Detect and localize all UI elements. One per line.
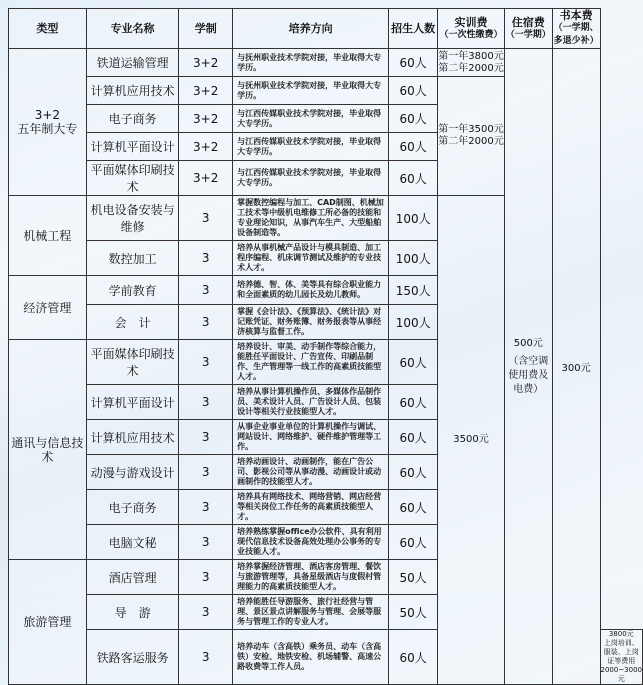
fee-line: 上岗培训、服装、上岗 xyxy=(603,639,639,656)
dorm-fee-line: 500元 xyxy=(513,337,543,349)
enrollment-cell: 60人 xyxy=(389,490,438,525)
length-cell: 3 xyxy=(179,525,233,560)
enrollment-cell: 60人 xyxy=(389,77,438,105)
major-cell: 计算机平面设计 xyxy=(86,133,179,161)
fee-line: 第二年2000元 xyxy=(438,62,504,74)
major-cell: 机电设备安装与维修 xyxy=(86,196,179,241)
enrollment-cell: 60人 xyxy=(389,525,438,560)
major-cell: 计算机应用技术 xyxy=(86,420,179,455)
enrollment-cell: 100人 xyxy=(389,196,438,241)
enrollment-cell: 60人 xyxy=(389,133,438,161)
direction-cell: 从事企业事业单位的计算机操作与调试、网站设计、网络维护、硬件维护管理等工作。 xyxy=(233,420,389,455)
enrollment-cell: 100人 xyxy=(389,305,438,340)
major-cell: 平面媒体印刷技术 xyxy=(86,340,179,385)
enrollment-table xyxy=(8,8,643,685)
col-header-type: 类型 xyxy=(9,9,87,49)
length-cell: 3 xyxy=(179,305,233,340)
major-cell: 铁路客运服务 xyxy=(86,630,179,685)
major-cell: 导 游 xyxy=(86,595,179,630)
enrollment-cell: 60人 xyxy=(389,49,438,77)
length-cell: 3+2 xyxy=(179,77,233,105)
type-cell: 经济管理 xyxy=(9,276,87,340)
direction-cell: 掌握数控编程与加工、CAD制图、机械加工技术等中级机电维修工所必备的技能和专业理论知识，从事汽车生产、大型船舶设备制造等。 xyxy=(233,196,389,241)
fee-line: 3800元 xyxy=(608,630,634,638)
enrollment-cell: 60人 xyxy=(389,630,438,685)
major-cell: 数控加工 xyxy=(86,241,179,276)
col-header-major: 专业名称 xyxy=(86,9,179,49)
dorm-fee-line: 电费） xyxy=(513,383,544,395)
col-header-training-fee xyxy=(438,9,505,49)
direction-cell: 培养掌握经济管理、酒店客房管理、餐饮与旅游管理等，具备星级酒店与度假村管理能力的高素质技能型人才。 xyxy=(233,560,389,595)
dorm-fee-label: 住宿费 xyxy=(511,15,545,29)
length-cell: 3 xyxy=(179,595,233,630)
enrollment-cell: 60人 xyxy=(389,340,438,385)
length-cell: 3 xyxy=(179,276,233,305)
book-fee-sub: （一学期、多退少补） xyxy=(553,23,599,46)
training-fee-label: 实训费 xyxy=(454,15,488,29)
book-fee-cell: 300元 xyxy=(552,49,600,685)
fee-line: 第二年2000元 xyxy=(438,136,504,147)
enrollment-table-container xyxy=(8,8,643,685)
major-cell: 酒店管理 xyxy=(86,560,179,595)
enrollment-cell: 60人 xyxy=(389,455,438,490)
header-row xyxy=(9,9,643,49)
length-cell: 3 xyxy=(179,630,233,685)
direction-cell: 培养从事计算机操作员、多媒体作品制作员、美术设计人员、广告设计人员、包装设计等相关行业技能型人才。 xyxy=(233,385,389,420)
col-header-length: 学制 xyxy=(179,9,233,49)
direction-cell: 培养动车（含高铁）乘务员、动车（含高铁）安检、地铁安检、机场辅警、高速公路收费等工作人员。 xyxy=(233,630,389,685)
col-header-book-fee xyxy=(552,9,600,49)
major-cell: 计算机应用技术 xyxy=(86,77,179,105)
col-header-direction: 培养方向 xyxy=(233,9,389,49)
fee-line: 第一年3800元 xyxy=(438,50,504,62)
direction-cell: 与江西传媒职业技术学院对接，毕业取得大专学历。 xyxy=(233,105,389,133)
training-fee-cell xyxy=(600,630,643,685)
direction-cell: 培养具有网络技术、网络营销、网店经营等相关岗位工作任务的高素质技能型人才。 xyxy=(233,490,389,525)
direction-cell: 培养动画设计、动画制作，能在广告公司、影视公司等从事动漫、动画设计或动画制作的技能型人才。 xyxy=(233,455,389,490)
training-fee-sub: （一次性缴费） xyxy=(439,29,503,40)
length-cell: 3+2 xyxy=(179,161,233,196)
direction-cell: 培养设计、审美、动手制作等综合能力，能胜任平面设计、广告宣传、印刷品制作、生产管理等一线工作的高素质技能型人才。 xyxy=(233,340,389,385)
type-cell: 机械工程 xyxy=(9,196,87,276)
major-cell: 会 计 xyxy=(86,305,179,340)
type-cell: 通讯与信息技术 xyxy=(9,340,87,560)
col-header-dorm-fee xyxy=(504,9,552,49)
length-cell: 3 xyxy=(179,560,233,595)
dorm-fee-line: （含空调 xyxy=(508,355,549,367)
fee-line: 第一年3500元 xyxy=(438,124,504,135)
enrollment-cell: 100人 xyxy=(389,241,438,276)
direction-cell: 培养能胜任导游服务、旅行社经营与管理、景区景点讲解服务与管理、会展等服务与管理工作的专业人才。 xyxy=(233,595,389,630)
enrollment-cell: 50人 xyxy=(389,595,438,630)
major-cell: 铁道运输管理 xyxy=(86,49,179,77)
length-cell: 3+2 xyxy=(179,133,233,161)
type-line2: 五年制大专 xyxy=(17,122,78,136)
training-fee-cell xyxy=(438,77,505,196)
dorm-fee-cell xyxy=(504,49,552,685)
enrollment-cell: 60人 xyxy=(389,161,438,196)
table-row xyxy=(9,49,643,77)
enrollment-cell: 150人 xyxy=(389,276,438,305)
direction-cell: 培养从事机械产品设计与模具制造、加工程序编程、机床调节测试及维护的专业技术人才。 xyxy=(233,241,389,276)
enrollment-cell: 50人 xyxy=(389,560,438,595)
length-cell: 3 xyxy=(179,340,233,385)
enrollment-cell: 60人 xyxy=(389,385,438,420)
length-cell: 3+2 xyxy=(179,49,233,77)
major-cell: 平面媒体印刷技术 xyxy=(86,161,179,196)
length-cell: 3 xyxy=(179,385,233,420)
length-cell: 3 xyxy=(179,455,233,490)
training-fee-cell: 3500元 xyxy=(438,196,505,685)
major-cell: 电子商务 xyxy=(86,490,179,525)
type-line1: 3+2 xyxy=(34,108,61,122)
direction-cell: 培养熟练掌握office办公软件、具有利用现代信息技术设备高效处理办公事务的专业技能人才。 xyxy=(233,525,389,560)
direction-cell: 与抚州职业技术学院对接，毕业取得大专学历。 xyxy=(233,49,389,77)
enrollment-cell: 60人 xyxy=(389,420,438,455)
dorm-fee-line: 使用费及 xyxy=(508,369,549,381)
direction-cell: 与江西传媒职业技术学院对接，毕业取得大专学历。 xyxy=(233,133,389,161)
direction-cell: 与江西传媒职业技术学院对接，毕业取得大专学历。 xyxy=(233,161,389,196)
direction-cell: 与抚州职业技术学院对接，毕业取得大专学历。 xyxy=(233,77,389,105)
dorm-fee-sub: （一学期） xyxy=(505,29,551,40)
length-cell: 3 xyxy=(179,196,233,241)
training-fee-cell xyxy=(438,49,505,77)
type-cell: 旅游管理 xyxy=(9,560,87,685)
major-cell: 电子商务 xyxy=(86,105,179,133)
length-cell: 3 xyxy=(179,241,233,276)
direction-cell: 掌握《会计法》、《预算法》、《统计法》对记账凭证、财务账簿、财务报表等从事经济核算与监督工作。 xyxy=(233,305,389,340)
major-cell: 学前教育 xyxy=(86,276,179,305)
direction-cell: 培养德、智、体、美等具有综合职业能力和全面素质的幼儿园长及幼儿教师。 xyxy=(233,276,389,305)
major-cell: 动漫与游戏设计 xyxy=(86,455,179,490)
book-fee-label: 书本费 xyxy=(559,9,593,22)
fee-line: 证等费用2000~3000元 xyxy=(600,657,642,683)
major-cell: 计算机平面设计 xyxy=(86,385,179,420)
length-cell: 3+2 xyxy=(179,105,233,133)
length-cell: 3 xyxy=(179,420,233,455)
enrollment-cell: 60人 xyxy=(389,105,438,133)
col-header-enrollment: 招生人数 xyxy=(389,9,438,49)
length-cell: 3 xyxy=(179,490,233,525)
type-cell xyxy=(9,49,87,196)
major-cell: 电脑文秘 xyxy=(86,525,179,560)
